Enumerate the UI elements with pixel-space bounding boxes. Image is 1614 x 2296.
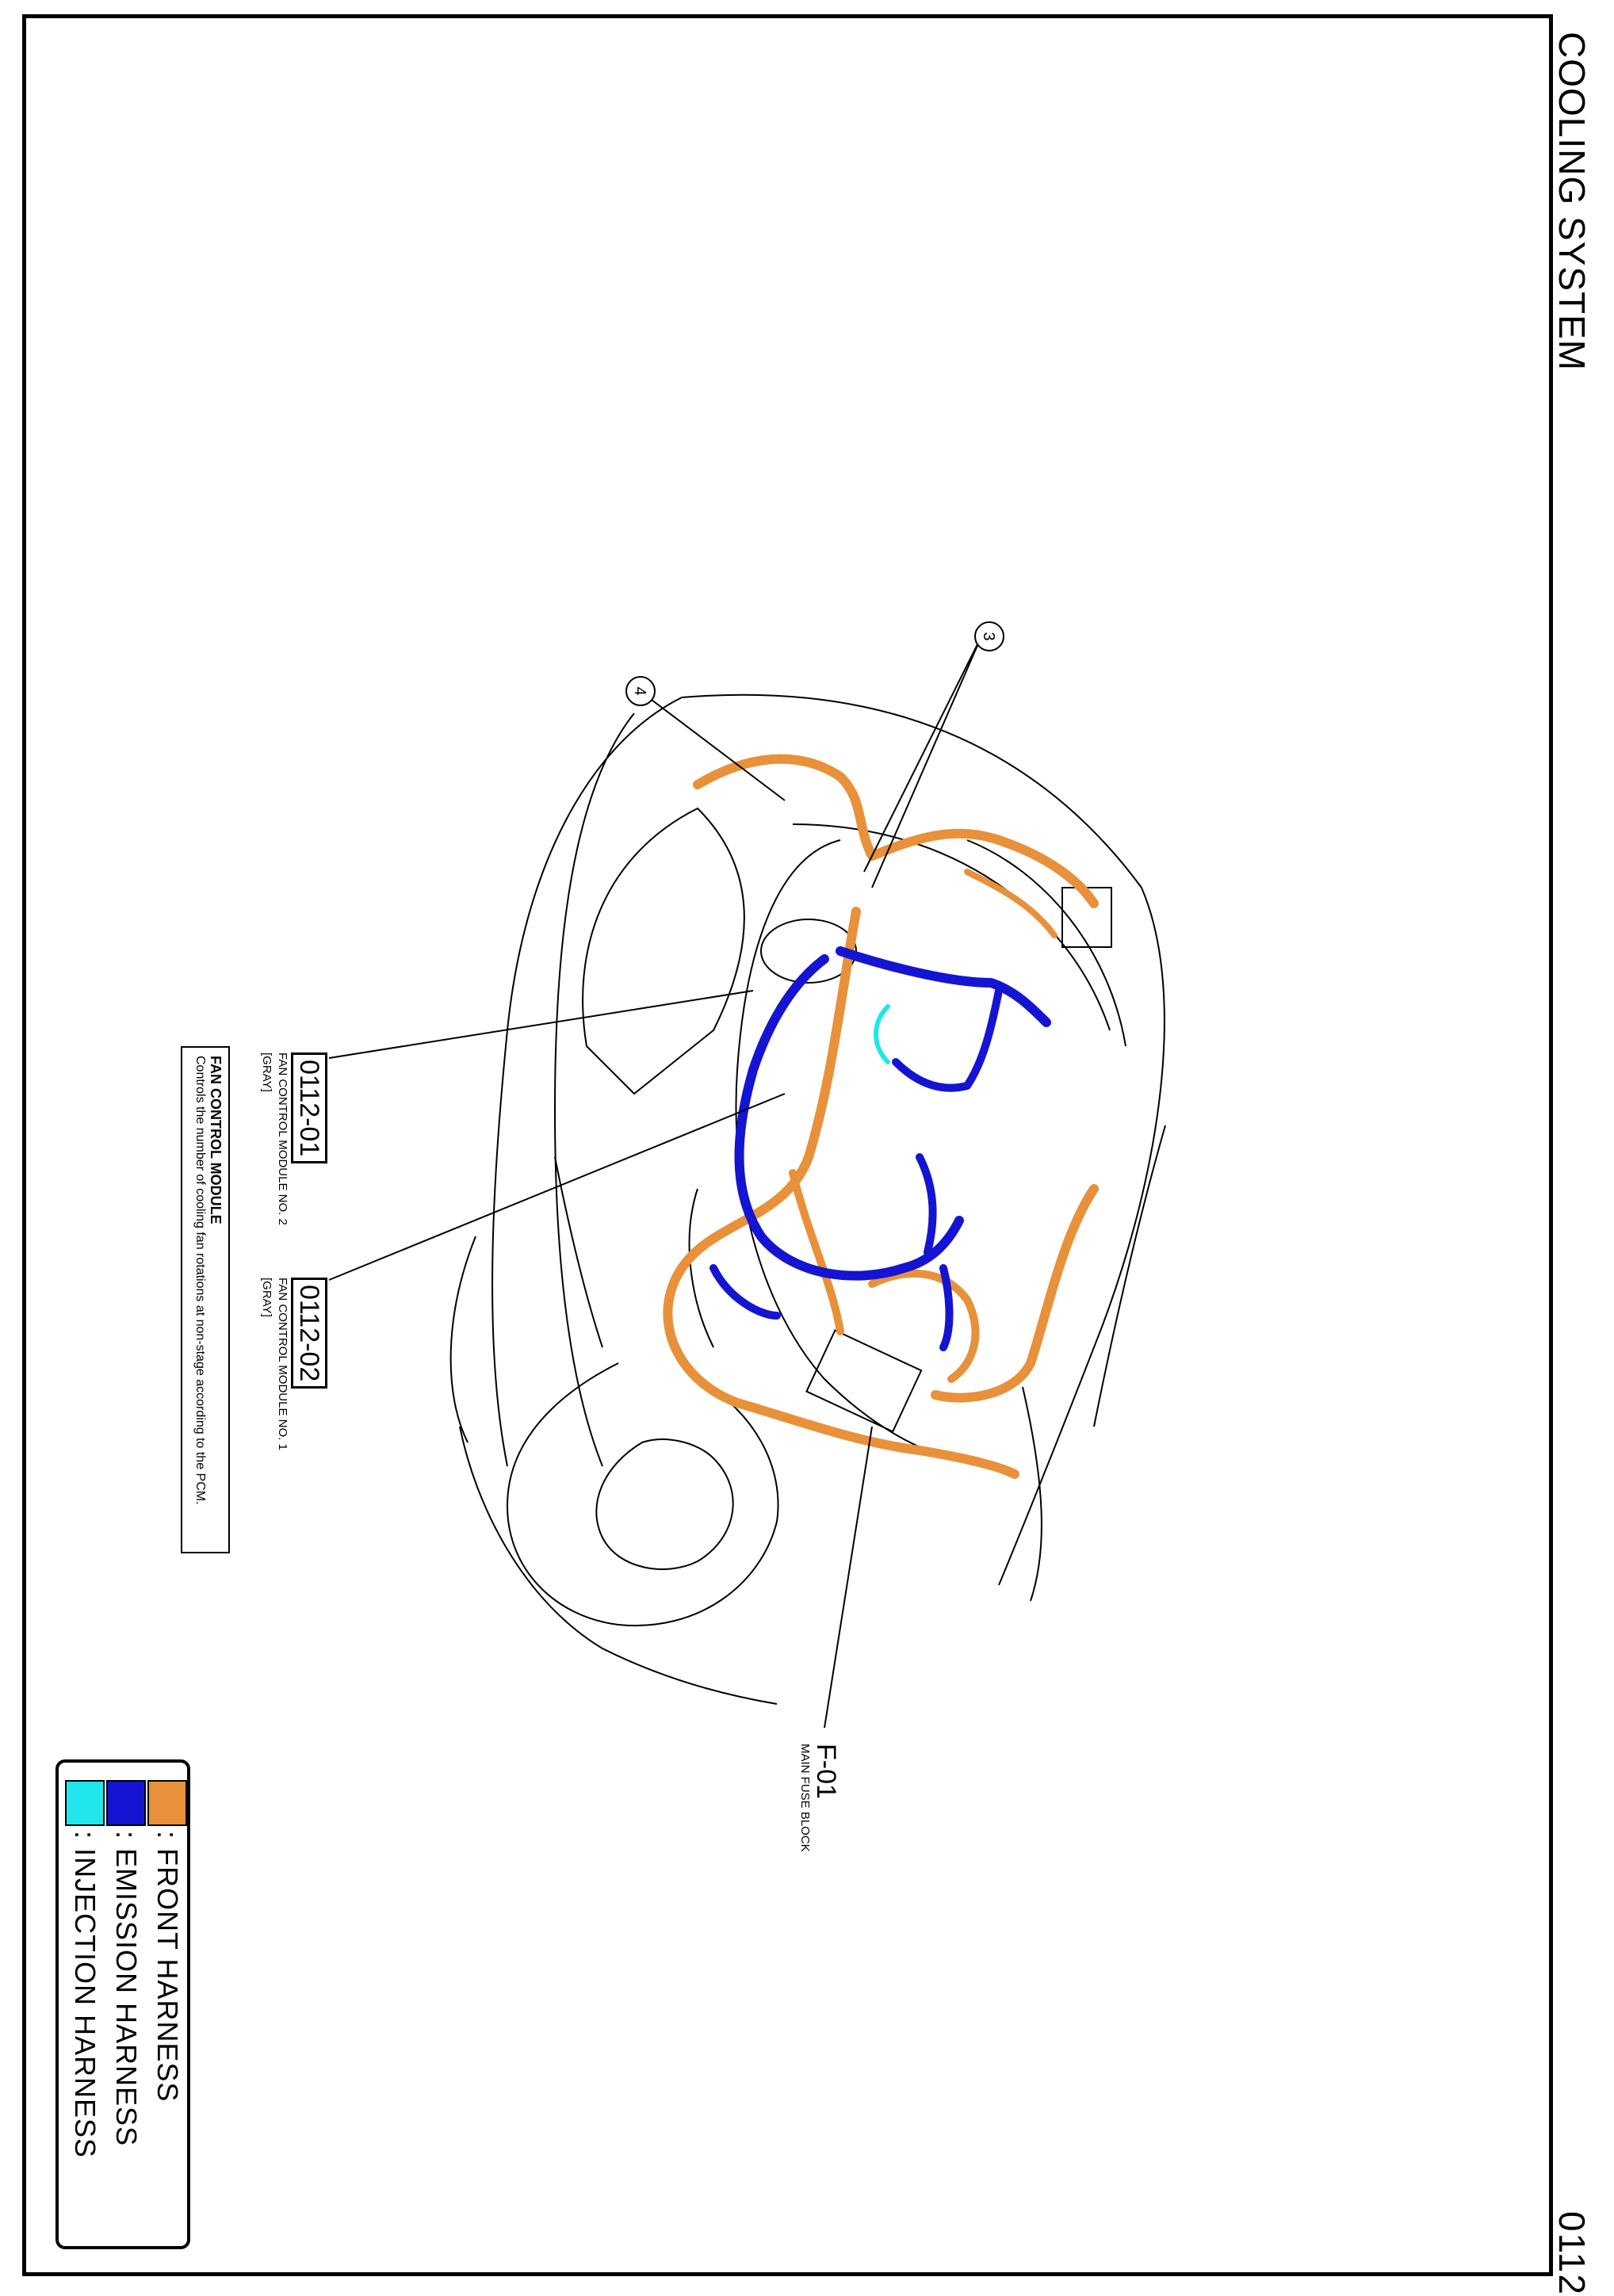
legend-swatch [106, 1780, 146, 1826]
callout-0112-01 [259, 1052, 327, 1225]
legend-item-emission [106, 1780, 146, 2146]
callout-color: [GRAY] [260, 1278, 273, 1317]
callout-code: F-01 [811, 1744, 841, 1799]
svg-text:4: 4 [631, 686, 648, 696]
legend-swatch [65, 1780, 105, 1826]
legend-item-front [147, 1780, 187, 2102]
svg-text:3: 3 [980, 632, 997, 641]
callout-0112-02 [259, 1278, 327, 1450]
callout-name: FAN CONTROL MODULE NO. 1 [276, 1278, 289, 1450]
harness-legend [55, 1759, 190, 2249]
callout-code: 0112-02 [291, 1278, 327, 1389]
page-title: COOLING SYSTEM [1551, 32, 1593, 372]
callout-name: MAIN FUSE BLOCK [798, 1744, 812, 1852]
legend-label: : INJECTION HARNESS [69, 1831, 101, 2159]
marker-4 [626, 677, 655, 705]
vehicle-outline [451, 695, 1165, 1704]
page-number: 0112 [1551, 2211, 1593, 2296]
note-title: FAN CONTROL MODULE [208, 1056, 224, 1224]
legend-label: : FRONT HARNESS [151, 1831, 184, 2103]
fan-control-note [181, 1046, 230, 1553]
legend-label: : EMISSION HARNESS [110, 1831, 143, 2147]
callout-f-01 [797, 1744, 840, 1852]
injection-harness [876, 1007, 888, 1062]
leader-lines [329, 636, 981, 1728]
callout-name: FAN CONTROL MODULE NO. 2 [276, 1052, 289, 1225]
legend-swatch [147, 1780, 187, 1826]
callout-code: 0112-01 [291, 1052, 327, 1163]
callout-color: [GRAY] [260, 1052, 273, 1092]
note-text: Controls the number of cooling fan rotations at non-stage according to the PCM. [193, 1056, 207, 1505]
marker-3 [975, 622, 1004, 651]
legend-item-injection [65, 1780, 105, 2158]
emission-harness [713, 951, 1046, 1347]
